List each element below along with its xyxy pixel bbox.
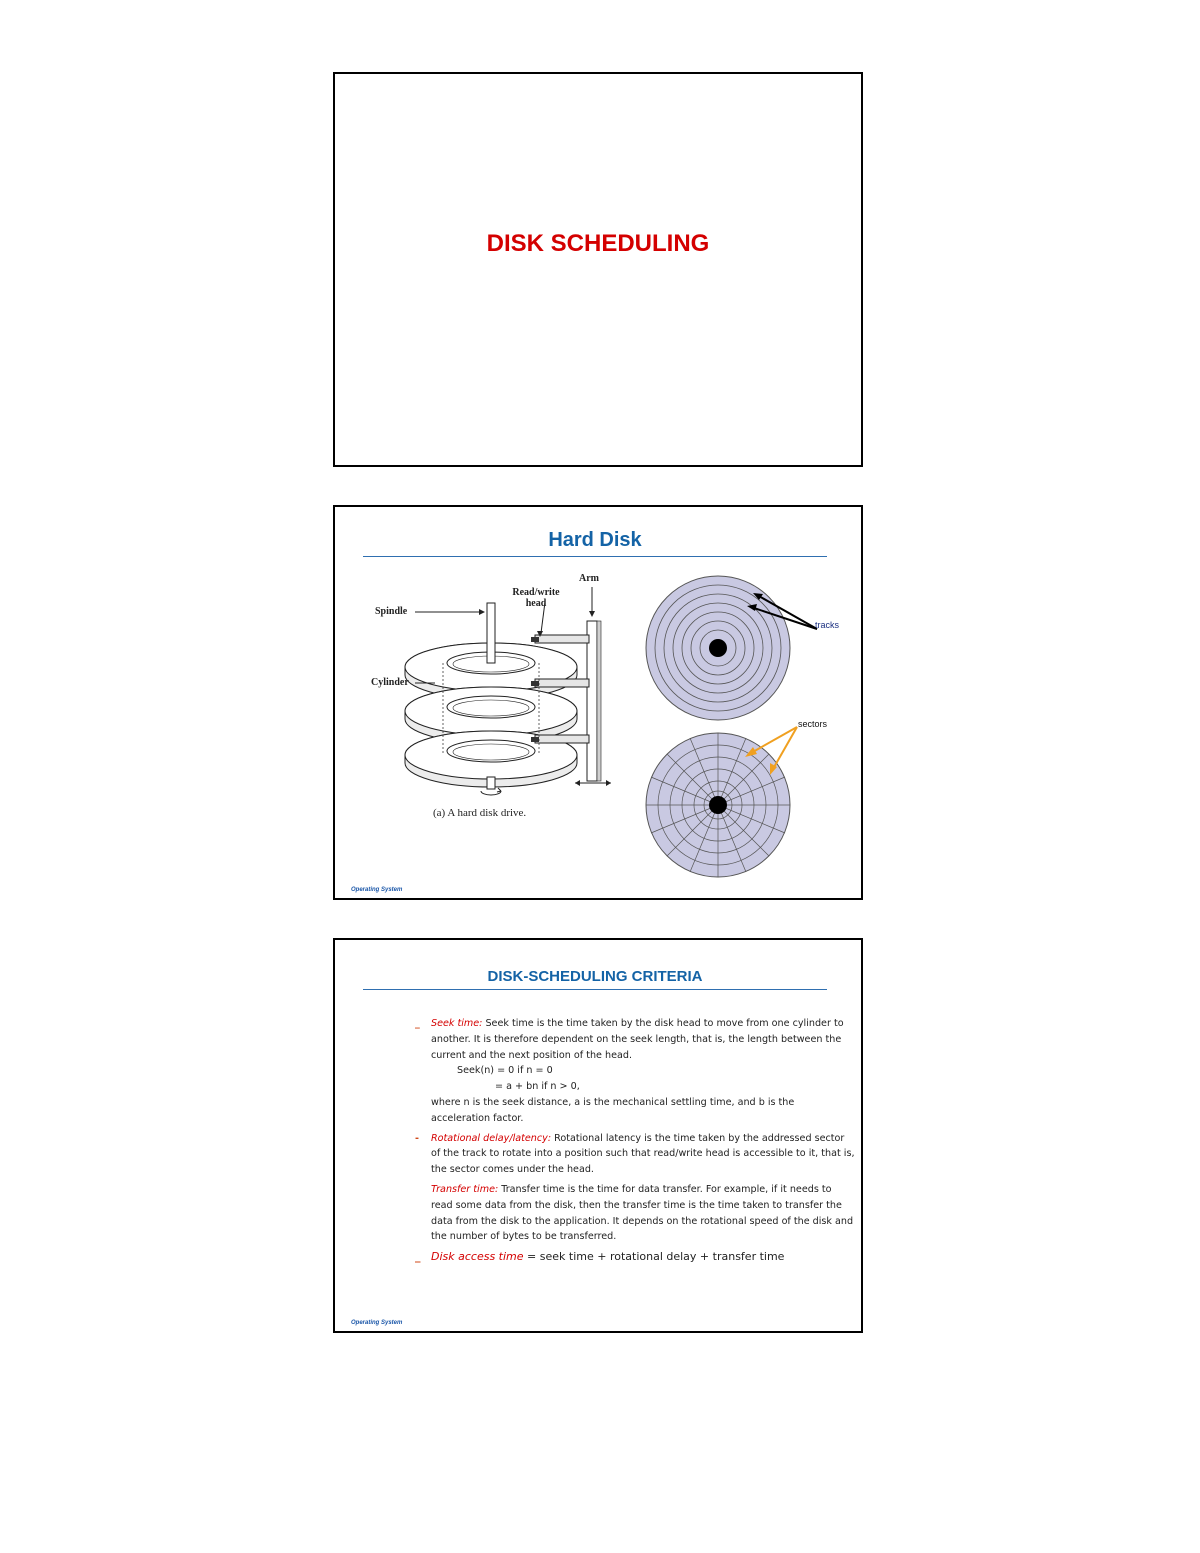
formula-note: where n is the seek distance, a is the mechanical settling time, and b is the acceleration factor. — [431, 1096, 795, 1124]
arm-label: Arm — [579, 573, 599, 584]
slide-footer: Operating System — [351, 887, 403, 893]
formula-line-2: = a + bn if n > 0, — [495, 1081, 580, 1093]
bullet-icon: _ — [415, 1250, 421, 1264]
heading-rule — [363, 989, 827, 990]
bullet-icon: _ — [415, 1018, 420, 1029]
slide-heading: Hard Disk — [548, 529, 642, 551]
sectors-label: sectors — [798, 719, 828, 729]
spindle-label: Spindle — [375, 606, 408, 617]
term-seek-time: Seek time: — [431, 1018, 483, 1029]
slide-hard-disk — [333, 505, 863, 900]
list-item-rotational-delay — [415, 1131, 855, 1178]
tracks-label: tracks — [815, 620, 840, 630]
formula-line-1: Seek(n) = 0 if n = 0 — [457, 1065, 553, 1077]
read-write-label-line2: head — [525, 598, 547, 609]
list-item-transfer-time — [415, 1182, 855, 1245]
term-rotational-delay: Rotational delay/latency: — [431, 1132, 552, 1144]
term-disk-access-time: Disk access time — [431, 1250, 524, 1264]
read-write-label-line1: Read/write — [512, 587, 560, 598]
criteria-list — [415, 1016, 855, 1265]
desc-disk-access-time: = seek time + rotational delay + transfer time — [523, 1250, 785, 1264]
slide-heading: DISK-SCHEDULING CRITERIA — [487, 968, 703, 985]
list-item-disk-access-time — [415, 1249, 855, 1265]
cylinder-label: Cylinder — [371, 677, 409, 688]
desc-transfer-time: Transfer time is the time for data transfer. For example, if it needs to read some data from the disk, then the transfer time is the time taken to transfer the data from the disk to the application. It depends on the rotational speed of the disk and the number of bytes to be transferred. — [431, 1183, 854, 1243]
desc-rotational-delay: Rotational latency is the time taken by the addressed sector of the track to rotate into a position such that read/write head is accessible to it, that is, the sector comes under the head. — [431, 1132, 855, 1176]
term-transfer-time: Transfer time: — [431, 1183, 499, 1195]
slide-title-text: DISK SCHEDULING — [486, 230, 710, 257]
list-item-seek-time — [415, 1016, 855, 1127]
slide-footer: Operating System — [351, 1320, 403, 1326]
drive-caption: (a) A hard disk drive. — [433, 807, 527, 819]
desc-seek-time: Seek time is the time taken by the disk head to move from one cylinder to another. It is therefore dependent on the seek length, that is, the length between the current and the next position of the head. — [431, 1018, 844, 1061]
tracks-arrows — [745, 587, 825, 637]
bullet-icon: - — [415, 1132, 419, 1144]
slide-criteria — [333, 938, 863, 1333]
read-write-head-label — [509, 587, 563, 609]
slide-title — [333, 72, 863, 467]
